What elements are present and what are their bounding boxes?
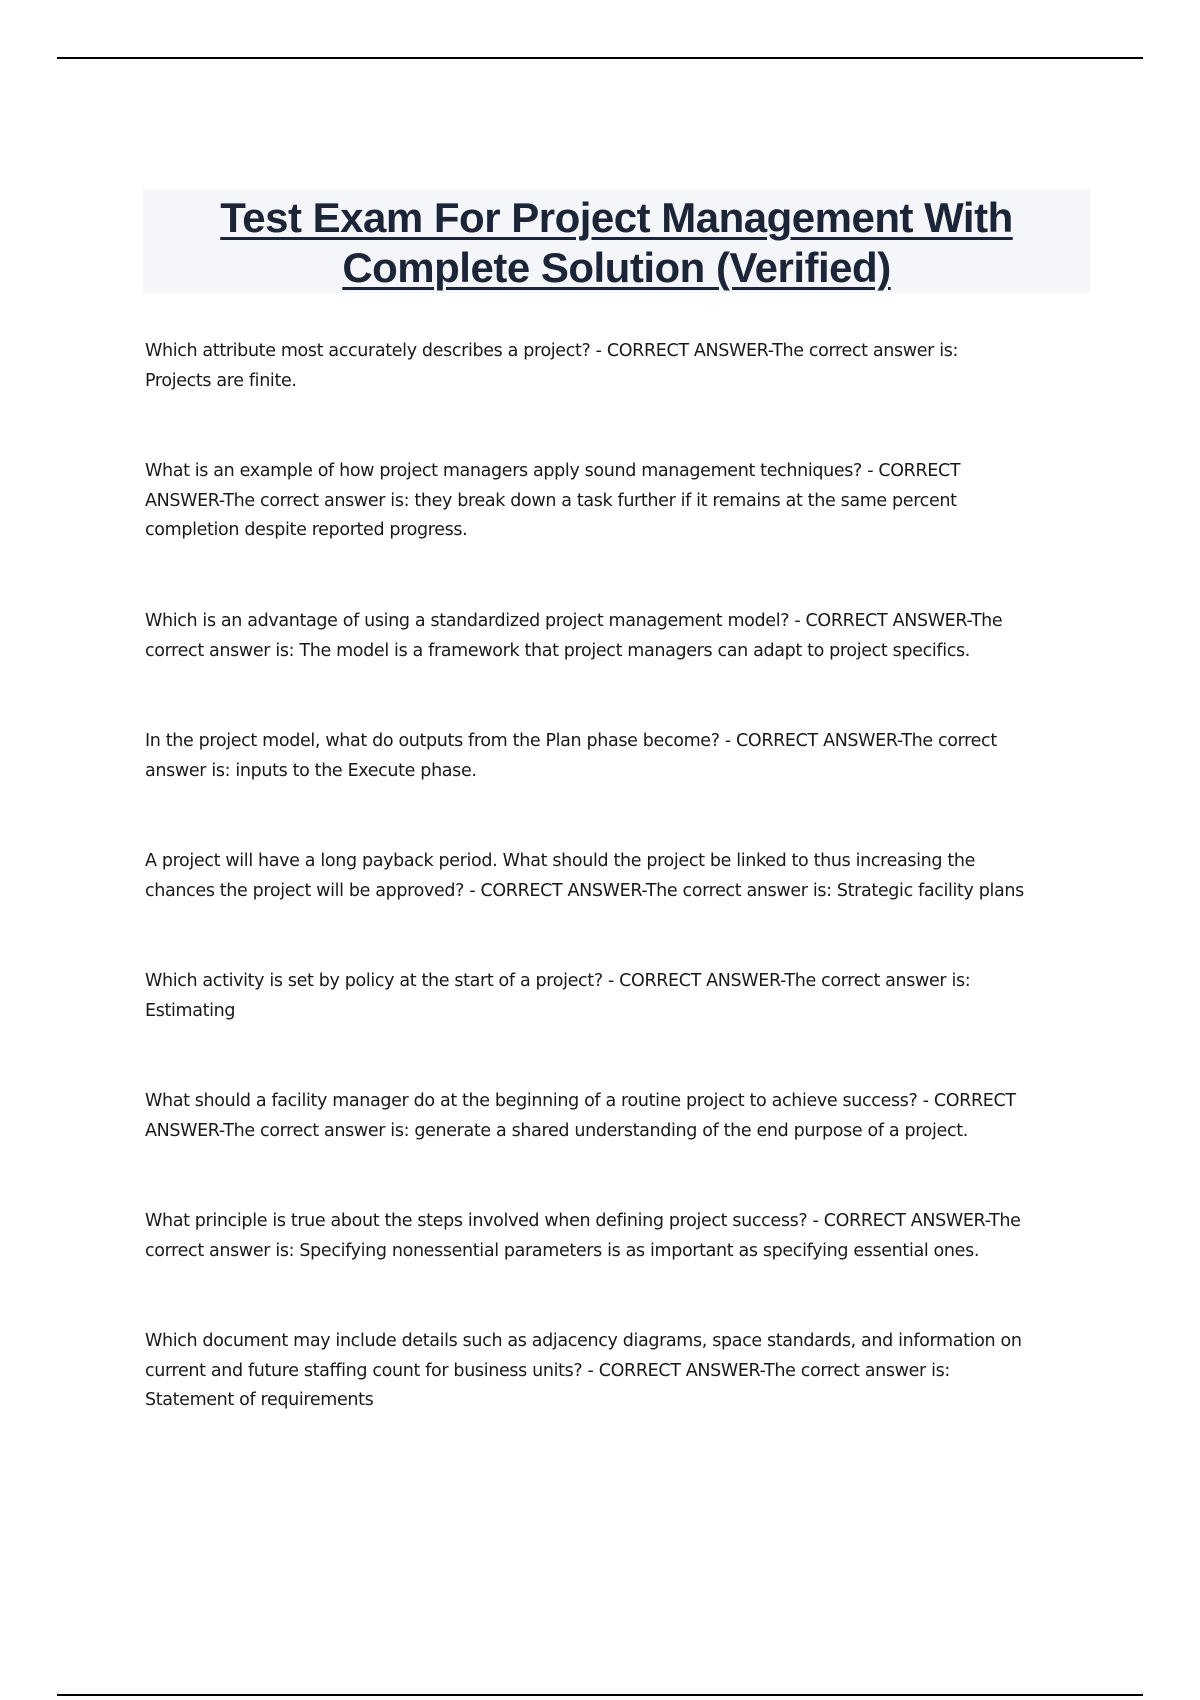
qa-text-line: Which document may include details such as adjacency diagrams, space standards, and information on [145, 1331, 1022, 1351]
qa-item [145, 1087, 1016, 1146]
qa-text-line: current and future staffing count for business units? - CORRECT ANSWER-The correct answer is: [145, 1360, 950, 1381]
qa-text-line: ANSWER-The correct answer is: generate a shared understanding of the end purpose of a project. [145, 1120, 968, 1141]
qa-item [145, 457, 960, 546]
qa-text-line: ANSWER-The correct answer is: they break down a task further if it remains at the same percent [145, 490, 957, 511]
footer-rule [57, 1694, 1143, 1696]
qa-text-line: Projects are finite. [145, 370, 297, 391]
title-line-2: Complete Solution (Verified) [342, 244, 891, 291]
title-line-1: Test Exam For Project Management With [220, 194, 1013, 241]
qa-text-line: What principle is true about the steps involved when defining project success? - CORRECT ANSWER-The [145, 1211, 1021, 1231]
qa-item [145, 337, 958, 396]
qa-text-line: chances the project will be approved? - CORRECT ANSWER-The correct answer is: Strategic facility plans [145, 880, 1024, 901]
qa-text-line: Which attribute most accurately describes a project? - CORRECT ANSWER-The correct answer is: [145, 341, 959, 361]
qa-text-line: What is an example of how project managers apply sound management techniques? - CORRECT [145, 461, 961, 481]
qa-text-line: correct answer is: The model is a framework that project managers can adapt to project specifics. [145, 640, 970, 661]
qa-text-line: Estimating [145, 1000, 236, 1021]
qa-text-line: answer is: inputs to the Execute phase. [145, 760, 477, 781]
qa-item [145, 1327, 1022, 1416]
qa-text-line: Which is an advantage of using a standardized project management model? - CORRECT ANSWER-The [145, 611, 1003, 631]
qa-item [145, 727, 997, 786]
qa-text-line: Which activity is set by policy at the start of a project? - CORRECT ANSWER-The correct answer is: [145, 971, 971, 991]
qa-text-line: A project will have a long payback period. What should the project be linked to thus increasing the [145, 851, 976, 871]
qa-item [145, 967, 970, 1026]
qa-text-line: In the project model, what do outputs from the Plan phase become? - CORRECT ANSWER-The correct [145, 731, 997, 751]
qa-text-line: Statement of requirements [145, 1390, 374, 1410]
header-rule [57, 57, 1143, 59]
qa-text-line: What should a facility manager do at the beginning of a routine project to achieve success? - CORRECT [145, 1091, 1016, 1111]
qa-text-line: completion despite reported progress. [145, 520, 468, 540]
qa-item [145, 607, 1002, 666]
qa-text-line: correct answer is: Specifying nonessential parameters is as important as specifying essential ones. [145, 1240, 980, 1261]
qa-item [145, 1207, 1021, 1266]
qa-item [145, 847, 1024, 906]
document-title [143, 189, 1090, 293]
